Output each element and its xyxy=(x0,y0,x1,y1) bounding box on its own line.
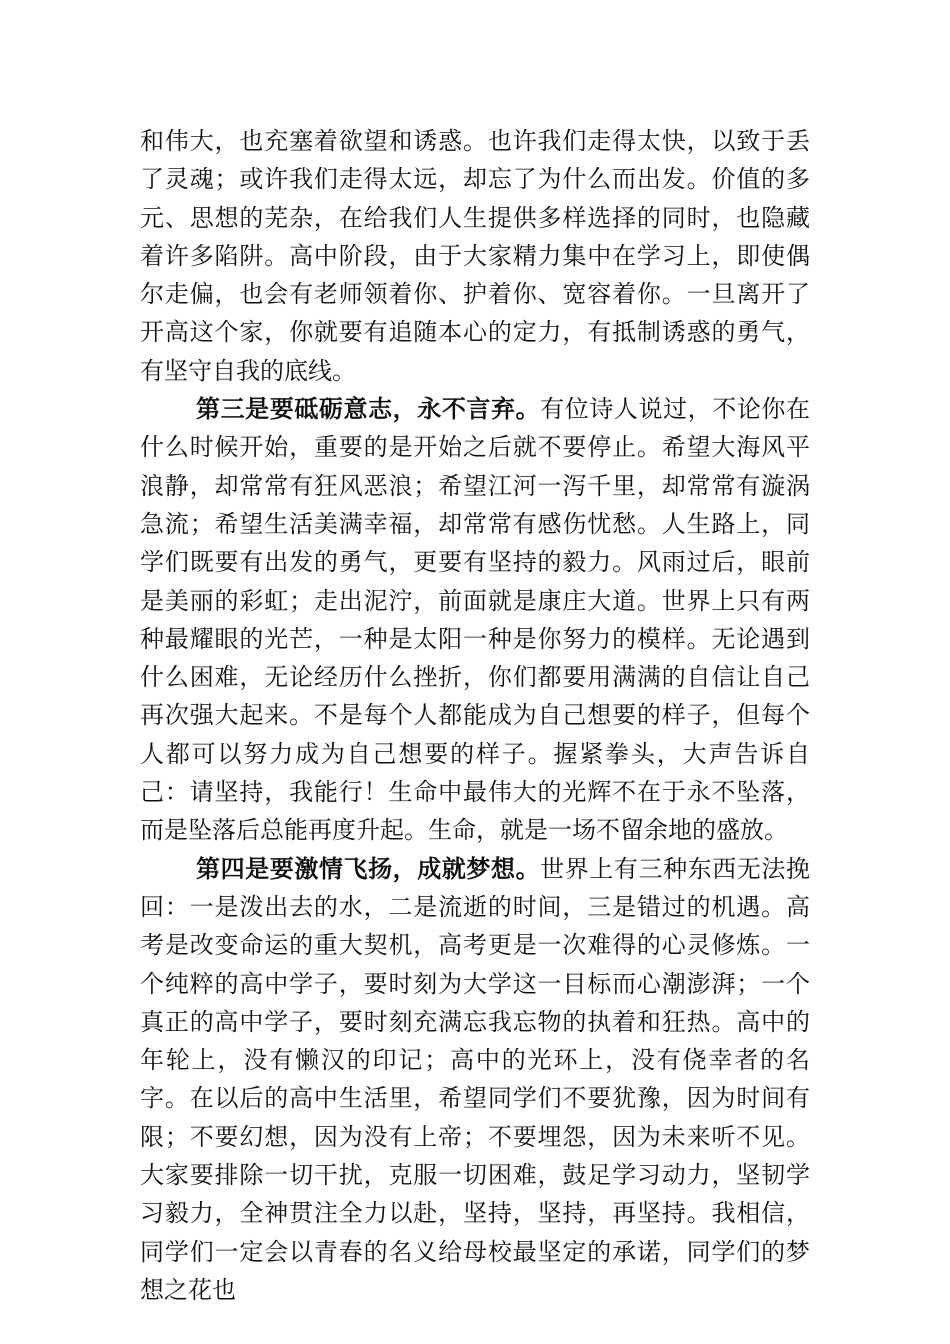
paragraph-2-heading: 第三是要砥砺意志，永不言弃。 xyxy=(196,395,541,424)
paragraph-1 xyxy=(140,122,810,390)
document-body xyxy=(140,122,810,1309)
paragraph-2-body: 有位诗人说过，不论你在什么时候开始，重要的是开始之后就不要停止。希望大海风平浪静，却常常有狂风恶浪；希望江河一泻千里，却常常有漩涡急流；希望生活美满幸福，却常常有感伤忧愁。人生路上，同学们既要有出发的勇气，更要有坚持的毅力。风雨过后，眼前是美丽的彩虹；走出泥泞，前面就是康庄大道。世界上只有两种最耀眼的光芒，一种是太阳一种是你努力的模样。无论遇到什么困难，无论经历什么挫折，你们都要用满满的自信让自己再次强大起来。不是每个人都能成为自己想要的样子，但每个人都可以努力成为自己想要的样子。握紧拳头，大声告诉自己：请坚持，我能行！生命中最伟大的光辉不在于永不坠落，而是坠落后总能再度升起。生命，就是一场不留余地的盛放。 xyxy=(140,395,811,845)
paragraph-3-body: 世界上有三种东西无法挽回：一是泼出去的水，二是流逝的时间，三是错过的机遇。高考是改变命运的重大契机，高考更是一次难得的心灵修炼。一个纯粹的高中学子，要时刻为大学这一目标而心潮澎湃；一个真正的高中学子，要时刻充满忘我忘物的执着和狂热。高中的年轮上，没有懒汉的印记；高中的光环上，没有侥幸者的名字。在以后的高中生活里，希望同学们不要犹豫，因为时间有限；不要幻想，因为没有上帝；不要埋怨，因为未来听不见。大家要排除一切干扰，克服一切困难，鼓足学习动力，坚韧学习毅力，全神贯注全力以赴，坚持，坚持，再坚持。我相信，同学们一定会以青春的名义给母校最坚定的承诺，同学们的梦想之花也 xyxy=(140,854,811,1304)
paragraph-3 xyxy=(140,850,810,1310)
paragraph-2 xyxy=(140,390,810,850)
paragraph-1-text: 和伟大，也充塞着欲望和诱惑。也许我们走得太快，以致于丢了灵魂；或许我们走得太远，却忘了为什么而出发。价值的多元、思想的芜杂，在给我们人生提供多样选择的同时，也隐藏着许多陷阱。高中阶段，由于大家精力集中在学习上，即使偶尔走偏，也会有老师领着你、护着你、宽容着你。一旦离开了开高这个家，你就要有追随本心的定力，有抵制诱惑的勇气，有坚守自我的底线。 xyxy=(140,127,810,385)
paragraph-3-heading: 第四是要激情飞扬，成就梦想。 xyxy=(196,854,541,883)
